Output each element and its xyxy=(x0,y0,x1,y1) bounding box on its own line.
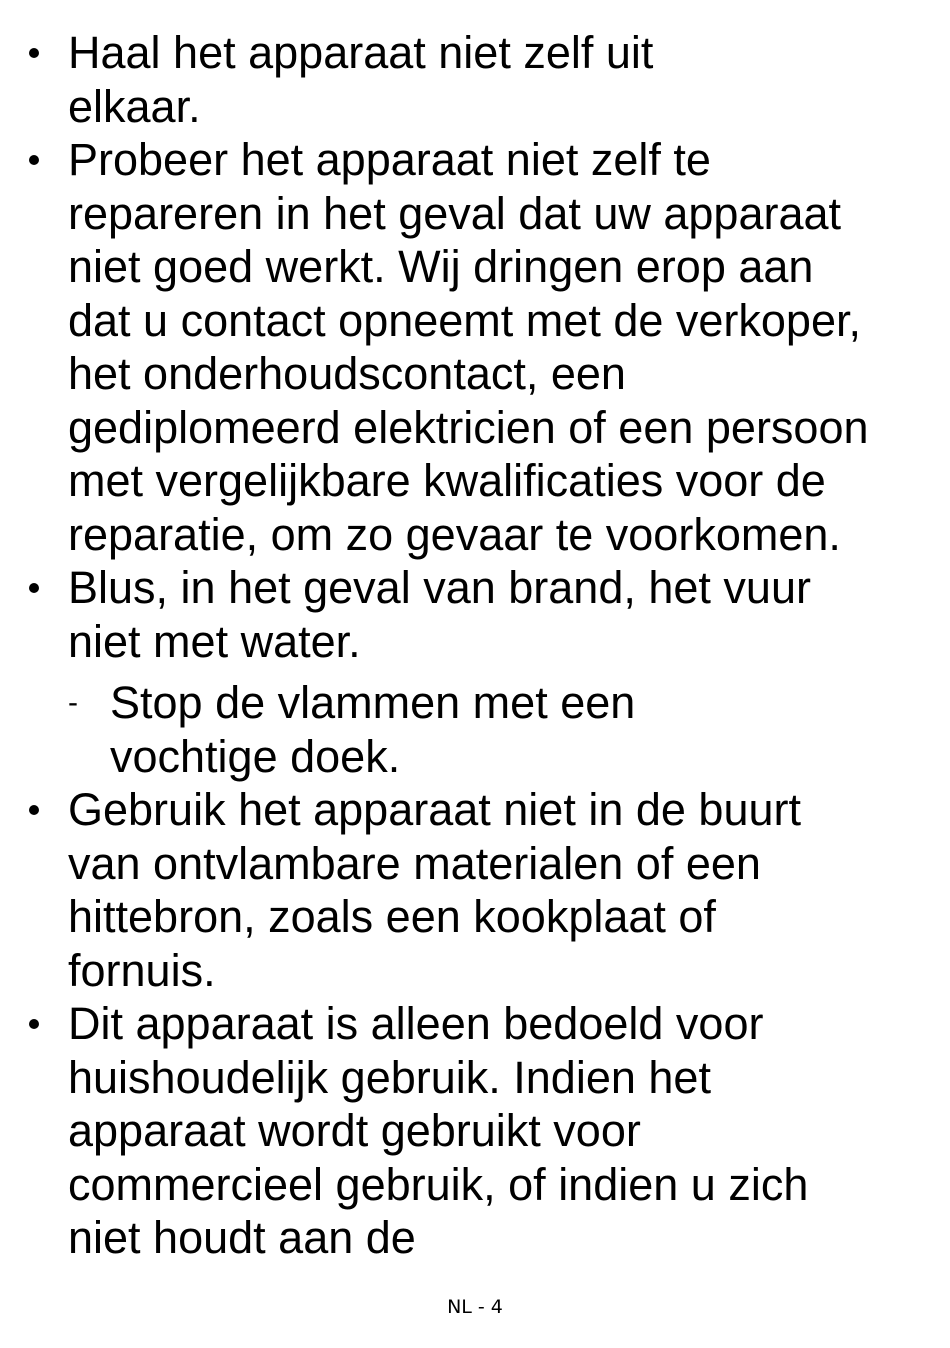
text-line: apparaat wordt gebruikt voor xyxy=(68,1105,641,1156)
text-line: niet met water. xyxy=(68,615,361,667)
text-line: van ontvlambare materialen of een xyxy=(68,837,761,889)
bullet-dot xyxy=(29,583,39,593)
text-line: niet goed werkt. Wij dringen erop aan xyxy=(68,241,814,292)
bullet-item-household-use xyxy=(0,997,950,1265)
text-line: gediplomeerd elektricien of een persoon xyxy=(68,401,869,453)
text-line: reparatie, om zo gevaar te voorkomen. xyxy=(68,508,841,560)
text-line: het onderhoudscontact, een xyxy=(68,348,626,399)
bullet-dot xyxy=(29,155,39,165)
text-line: Gebruik het apparaat niet in de buurt xyxy=(68,784,801,835)
sub-item-damp-cloth xyxy=(0,676,950,783)
bullet-dot xyxy=(29,48,39,58)
bullet-item-repair xyxy=(0,133,950,561)
text-line: met vergelijkbare kwalificaties voor de xyxy=(68,455,826,506)
bullet-item-disassemble xyxy=(0,26,950,133)
text-line: elkaar. xyxy=(68,80,201,132)
bullet-dot xyxy=(29,1019,39,1029)
text-line: Haal het apparaat niet zelf uit xyxy=(68,27,654,78)
text-line: dat u contact opneemt met de verkoper, xyxy=(68,294,861,346)
text-line: commercieel gebruik, of indien u zich xyxy=(68,1158,809,1210)
bullet-dot xyxy=(29,805,39,815)
text-line: hittebron, zoals een kookplaat of xyxy=(68,891,716,942)
text-line: huishoudelijk gebruik. Indien het xyxy=(68,1051,711,1103)
text-line: Dit apparaat is alleen bedoeld voor xyxy=(68,998,764,1049)
instruction-list xyxy=(0,26,950,1265)
text-line: Stop de vlammen met een xyxy=(110,677,636,728)
text-line: fornuis. xyxy=(68,944,216,996)
text-line: Blus, in het geval van brand, het vuur xyxy=(68,562,811,613)
text-line: vochtige doek. xyxy=(110,730,401,782)
dash-marker: - xyxy=(68,686,78,719)
text-line: niet houdt aan de xyxy=(68,1212,416,1263)
bullet-item-flammable xyxy=(0,783,950,997)
text-line: Probeer het apparaat niet zelf te xyxy=(68,134,711,185)
bullet-item-fire xyxy=(0,561,950,668)
page-number: NL - 4 xyxy=(447,1296,503,1318)
text-line: repareren in het geval dat uw apparaat xyxy=(68,187,842,239)
